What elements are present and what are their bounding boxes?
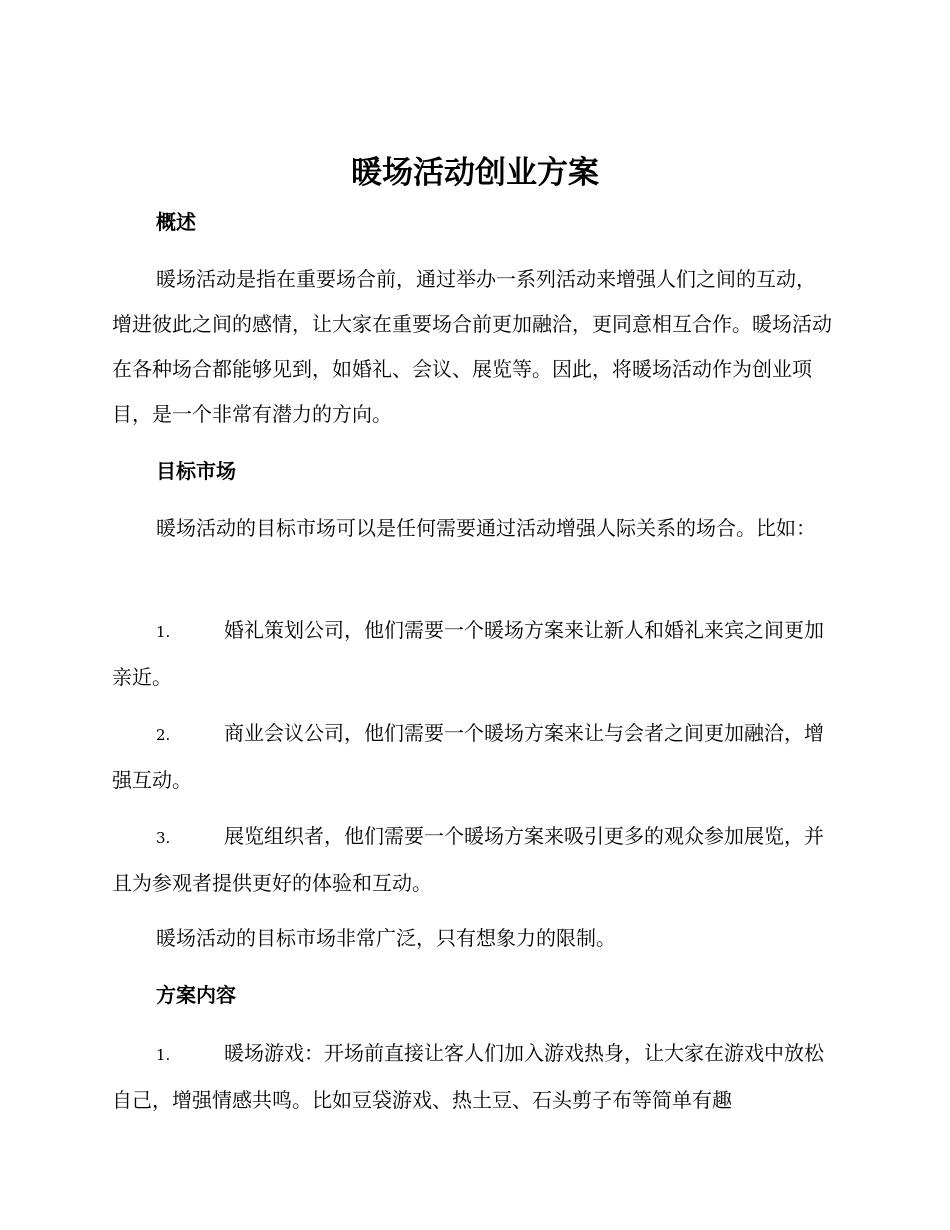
list-item <box>112 814 834 906</box>
list-item-text: 暖场游戏：开场前直接让客人们加入游戏热身，让大家在游戏中放松自己，增强情感共鸣。比如豆袋游戏、热土豆、石头剪子布等简单有趣 <box>112 1041 824 1112</box>
list-item-text: 婚礼策划公司，他们需要一个暖场方案来让新人和婚礼来宾之间更加亲近。 <box>112 618 824 689</box>
list-item <box>112 1031 834 1123</box>
overview-paragraph: 暖场活动是指在重要场合前，通过举办一系列活动来增强人们之间的互动，增进彼此之间的感情，让大家在重要场合前更加融洽，更同意相互合作。暖场活动在各种场合都能够见到，如婚礼、会议、展览等。因此，将暖场活动作为创业项目，是一个非常有潜力的方向。 <box>112 267 832 426</box>
list-item <box>112 608 834 700</box>
list-item <box>112 711 834 803</box>
section-heading-overview: 概述 <box>156 210 196 234</box>
list-item-number: 1. <box>156 1046 171 1064</box>
target-market-intro: 暖场活动的目标市场可以是任何需要通过活动增强人际关系的场合。比如： <box>156 516 816 540</box>
list-item-number: 2. <box>156 726 171 744</box>
list-item-number: 3. <box>156 829 171 847</box>
document-title: 暖场活动创业方案 <box>351 155 599 191</box>
list-item-text: 展览组织者，他们需要一个暖场方案来吸引更多的观众参加展览，并且为参观者提供更好的体验和互动。 <box>112 824 824 895</box>
list-item-text: 商业会议公司，他们需要一个暖场方案来让与会者之间更加融洽，增强互动。 <box>112 721 824 792</box>
section-heading-target-market: 目标市场 <box>156 459 236 483</box>
section-heading-plan-content: 方案内容 <box>156 983 236 1007</box>
list-item-number: 1. <box>156 623 171 641</box>
target-market-closing: 暖场活动的目标市场非常广泛，只有想象力的限制。 <box>156 926 616 950</box>
